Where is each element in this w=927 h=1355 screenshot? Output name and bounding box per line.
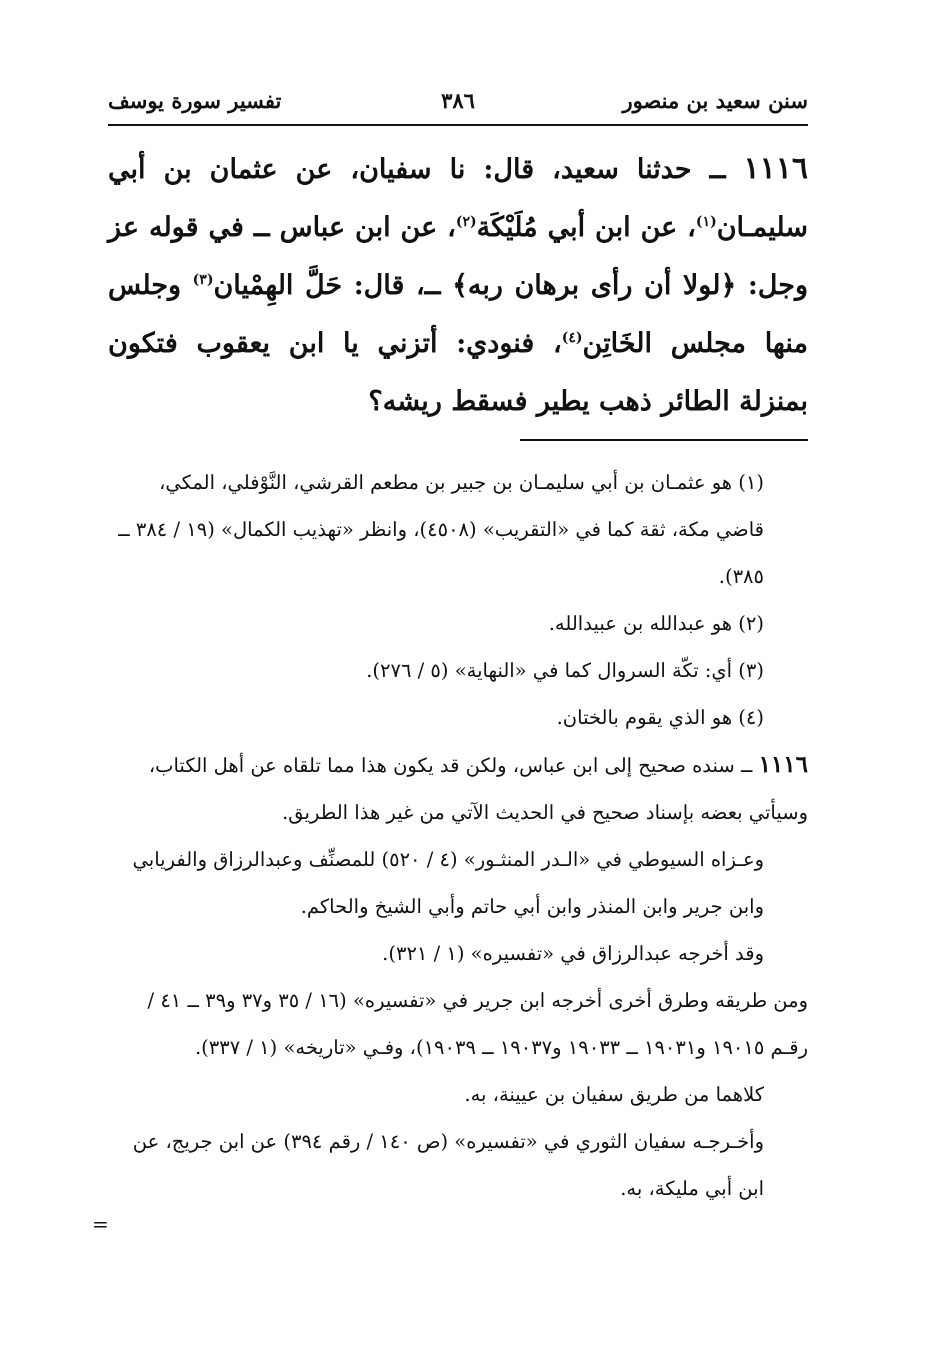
hadith-text-part: ، عن ابن أبي مُلَيْكَة: [476, 212, 696, 243]
footnote-ref: (٤): [561, 330, 583, 346]
footnote: (٣) أي: تكّة السروال كما في «النهاية» (٥ / ٢٧٦).: [366, 659, 764, 682]
page-number: ٣٨٦: [441, 88, 475, 113]
commentary-paragraph: وقد أخرجه عبدالرزاق في «تفسيره» (١ / ٣٢١).: [382, 942, 764, 965]
hadith-text-part: ــ حدثنا سعيد، قال: نا سفيان، عن عثمان بن أبي سليمـان: [108, 154, 808, 243]
commentary-text: ــ سنده صحيح إلى ابن عباس، ولكن قد يكون هذا مما تلقاه عن أهل الكتاب، وسيأتي بعضه بإسناد صحيح في الحديث الآتي من غير هذا الطريق.: [148, 754, 808, 824]
commentary-paragraph: وأخـرجـه سفيان الثوري في «تفسيره» (ص ١٤٠ / رقم ٣٩٤) عن ابن جريج، عن ابن أبي مليكة، به.: [132, 1130, 764, 1200]
footnote-ref: (١): [695, 214, 717, 230]
footnote: (٢) هو عبدالله بن عبيدالله.: [548, 612, 764, 635]
hadith-text-part: وجلس منها مجلس الخَاتِن: [108, 270, 808, 359]
book-page: [108, 80, 808, 1212]
commentary-paragraph: ومن طريقه وطرق أخرى أخرجه ابن جرير في «تفسيره» (١٦ / ٣٥ و٣٧ و٣٩ ــ ٤١ / رقـم ١٩٠١٥ و١٩٠٣١ ــ ١٩٠٣٣ و١٩٠٣٧ ــ ١٩٠٣٩)، وفـي «تاريخه» (١ / ٣٣٧).: [147, 989, 808, 1059]
section-title: تفسير سورة يوسف: [108, 88, 282, 113]
hadith-text-part: ، عن ابن عباس ــ في قوله عز وجل: ﴿لولا أن رأى برهان ربه﴾ ــ، قال: حَلَّ الهِمْيان: [108, 212, 808, 301]
commentary-number: ١١١٦: [758, 751, 808, 778]
footnotes: [108, 459, 808, 1212]
commentary-paragraph: وعـزاه السيوطي في «الـدر المنثـور» (٤ / ٥٢٠) للمصنِّف وعبدالرزاق والفريابي وابن جرير وابن المنذر وابن أبي حاتم وأبي الشيخ والحاكم.: [132, 848, 764, 918]
hadith-text: [108, 140, 808, 431]
footnote-ref: (٢): [455, 214, 477, 230]
hadith-number: ١١١٦: [743, 151, 808, 186]
commentary-first: [108, 741, 808, 836]
footnote-ref: (٣): [192, 272, 214, 288]
footnote-separator: [520, 439, 808, 441]
margin-mark: =: [92, 1212, 109, 1236]
footnote: (١) هو عثمـان بن أبي سليمـان بن جبير بن مطعم القرشي، النَّوْفلي، المكي، قاضي مكة، ثقة كما في «التقريب» (٤٥٠٨)، وانظر «تهذيب الكمال» (١٩ / ٣٨٤ ــ ٣٨٥).: [118, 471, 764, 588]
book-title: سنن سعيد بن منصور: [622, 88, 808, 113]
running-header: [108, 80, 808, 126]
commentary-paragraph: كلاهما من طريق سفيان بن عيينة، به.: [464, 1083, 764, 1106]
footnote: (٤) هو الذي يقوم بالختان.: [556, 706, 764, 729]
hadith-text-part: ، فنودي: أتزني يا ابن يعقوب فتكون بمنزلة الطائر ذهب يطير فسقط ريشه؟: [108, 328, 808, 417]
